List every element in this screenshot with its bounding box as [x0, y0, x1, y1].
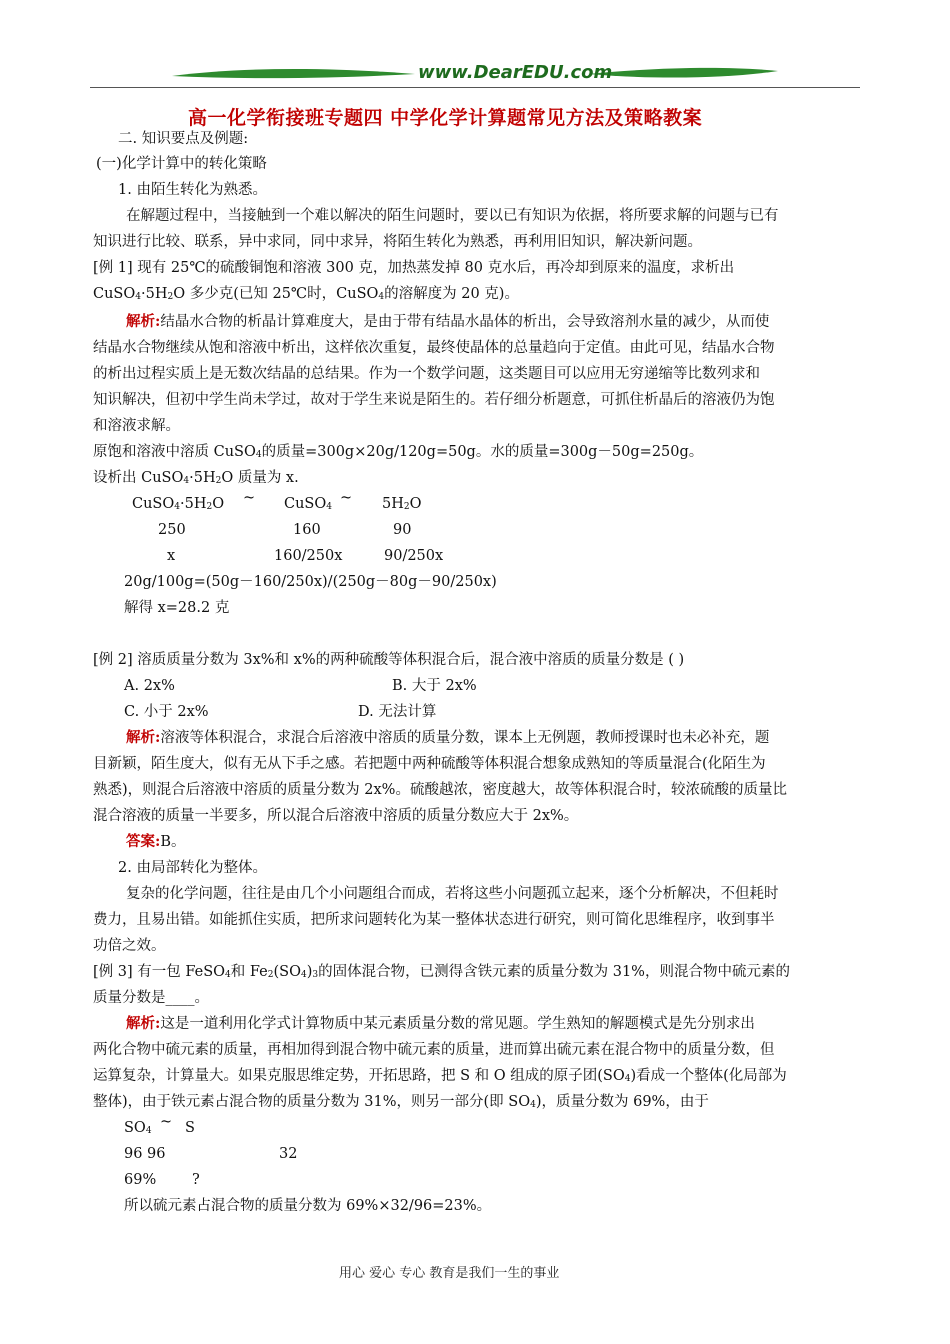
answer-label: 答案:	[126, 833, 161, 850]
molar-mass-value: 90	[393, 522, 412, 538]
option-b: B. 大于 2x%	[392, 678, 477, 694]
option-a: A. 2x%	[124, 678, 175, 694]
example-1-question-cont: CuSO4·5H2O 多少克(已知 25℃时，CuSO4的溶解度为 20 克)。	[93, 286, 519, 302]
formula-cuso4-5h2o: CuSO4·5H2O	[132, 496, 225, 512]
equation-line: 20g/100g=(50g－160/250x)/(250g－80g－90/250x)	[124, 574, 497, 590]
formula-so4: SO4	[124, 1120, 152, 1136]
option-d: D. 无法计算	[358, 704, 437, 720]
analysis-label: 解析:	[126, 1015, 161, 1032]
formula-s: S	[185, 1120, 195, 1136]
paragraph-line: 功倍之效。	[93, 938, 166, 954]
example-1-question: [例 1] 现有 25℃的硫酸铜饱和溶液 300 克，加热蒸发掉 80 克水后，再冷却到原来的温度，求析出	[93, 260, 735, 276]
answer-line: 答案:B。	[126, 833, 186, 850]
mass-expression: 160/250x	[274, 548, 343, 564]
paragraph-line: 和溶液求解。	[93, 418, 180, 434]
logo-text: www.DearEDU.com	[418, 62, 613, 83]
paragraph-line: 熟悉)，则混合后溶液中溶质的质量分数为 2x%。硫酸越浓，密度越大，故等体积混合时，较浓硫酸的质量比	[93, 782, 787, 798]
analysis-paragraph: 解析:这是一道利用化学式计算物质中某元素质量分数的常见题。学生熟知的解题模式是先分别求出	[126, 1015, 755, 1032]
ratio-values: 96 96	[124, 1146, 166, 1162]
analysis-paragraph: 解析:结晶水合物的析晶计算难度大，是由于带有结晶水晶体的析出，会导致溶剂水量的减少，从而使	[126, 313, 770, 330]
option-c: C. 小于 2x%	[124, 704, 209, 720]
analysis-label: 解析:	[126, 313, 161, 330]
page-footer: 用心 爱心 专心 教育是我们一生的事业	[339, 1266, 560, 1281]
example-3-question-cont: 质量分数是____。	[93, 990, 209, 1006]
formula-h2o: 5H2O	[382, 496, 422, 512]
paragraph-line: 的析出过程实质上是无数次结晶的总结果。作为一个数学问题，这类题目可以应用无穷递缩等比数列求和	[93, 366, 760, 382]
tilde-symbol: ~	[243, 490, 256, 506]
mass-expression: 90/250x	[384, 548, 444, 564]
section-heading: 二. 知识要点及例题:	[118, 131, 249, 147]
answer-line: 所以硫元素占混合物的质量分数为 69%×32/96=23%。	[124, 1198, 492, 1214]
formula-cuso4: CuSO4	[284, 496, 332, 512]
paragraph-line: 复杂的化学问题，往往是由几个小问题组合而成，若将这些小问题孤立起来，逐个分析解决，不但耗时	[126, 886, 779, 902]
analysis-paragraph: 解析:溶液等体积混合，求混合后溶液中溶质的质量分数，课本上无例题，教师授课时也未必补充，题	[126, 729, 770, 746]
answer-line: 解得 x=28.2 克	[124, 600, 230, 616]
ratio-values: 69%	[124, 1172, 157, 1188]
paragraph-line: 目新颖，陌生度大，似有无从下手之感。若把题中两种硫酸等体积混合想象成熟知的等质量混合(化陌生为	[93, 756, 766, 772]
molar-mass-value: 250	[158, 522, 186, 538]
example-2-question: [例 2] 溶质质量分数为 3x%和 x%的两种硫酸等体积混合后，混合液中溶质的质量分数是 ( )	[93, 652, 685, 668]
header-divider	[90, 87, 860, 88]
example-3-question: [例 3] 有一包 FeSO4和 Fe2(SO4)3的固体混合物，已测得含铁元素的质量分数为 31%，则混合物中硫元素的	[93, 964, 790, 980]
tilde-symbol: ~	[160, 1114, 173, 1130]
ratio-values: 32	[279, 1146, 298, 1162]
paragraph-line: 结晶水合物继续从饱和溶液中析出，这样依次重复，最终使晶体的总量趋向于定值。由此可见，结晶水合物	[93, 340, 775, 356]
analysis-label: 解析:	[126, 729, 161, 746]
paragraph-line: 运算复杂，计算量大。如果克服思维定势，开拓思路，把 S 和 O 组成的原子团(SO4)看成一个整体(化局部为	[93, 1068, 787, 1084]
point-heading: 1. 由陌生转化为熟悉。	[118, 182, 267, 198]
paragraph-line: 费力，且易出错。如能抓住实质，把所求问题转化为某一整体状态进行研究，则可简化思维程序，收到事半	[93, 912, 775, 928]
paragraph-line: 两化合物中硫元素的质量，再相加得到混合物中硫元素的质量，进而算出硫元素在混合物中的质量分数，但	[93, 1042, 775, 1058]
paragraph-line: 混合溶液的质量一半要多，所以混合后溶液中溶质的质量分数应大于 2x%。	[93, 808, 579, 824]
unknown-value: ?	[192, 1172, 200, 1188]
calc-line: 设析出 CuSO4·5H2O 质量为 x.	[93, 470, 299, 486]
point-heading: 2. 由局部转化为整体。	[118, 860, 267, 876]
molar-mass-value: 160	[293, 522, 321, 538]
paragraph-line: 在解题过程中，当接触到一个难以解决的陌生问题时，要以已有知识为依据，将所要求解的问题与已有	[126, 208, 779, 224]
calc-line: 原饱和溶液中溶质 CuSO4的质量=300g×20g/120g=50g。水的质量=300g－50g=250g。	[93, 444, 704, 460]
page-title: 高一化学衔接班专题四 中学化学计算题常见方法及策略教案	[188, 107, 703, 129]
paragraph-line: 整体)，由于铁元素占混合物的质量分数为 31%，则另一部分(即 SO4)，质量分数为 69%，由于	[93, 1094, 709, 1110]
paragraph-line: 知识解决，但初中学生尚未学过，故对于学生来说是陌生的。若仔细分析题意，可抓住析晶后的溶液仍为饱	[93, 392, 775, 408]
tilde-symbol: ~	[340, 490, 353, 506]
paragraph-line: 知识进行比较、联系，异中求同，同中求异，将陌生转化为熟悉，再利用旧知识，解决新问题。	[93, 234, 702, 250]
subsection-heading: (一)化学计算中的转化策略	[96, 156, 267, 172]
site-logo	[170, 62, 780, 88]
mass-expression: x	[167, 548, 176, 564]
